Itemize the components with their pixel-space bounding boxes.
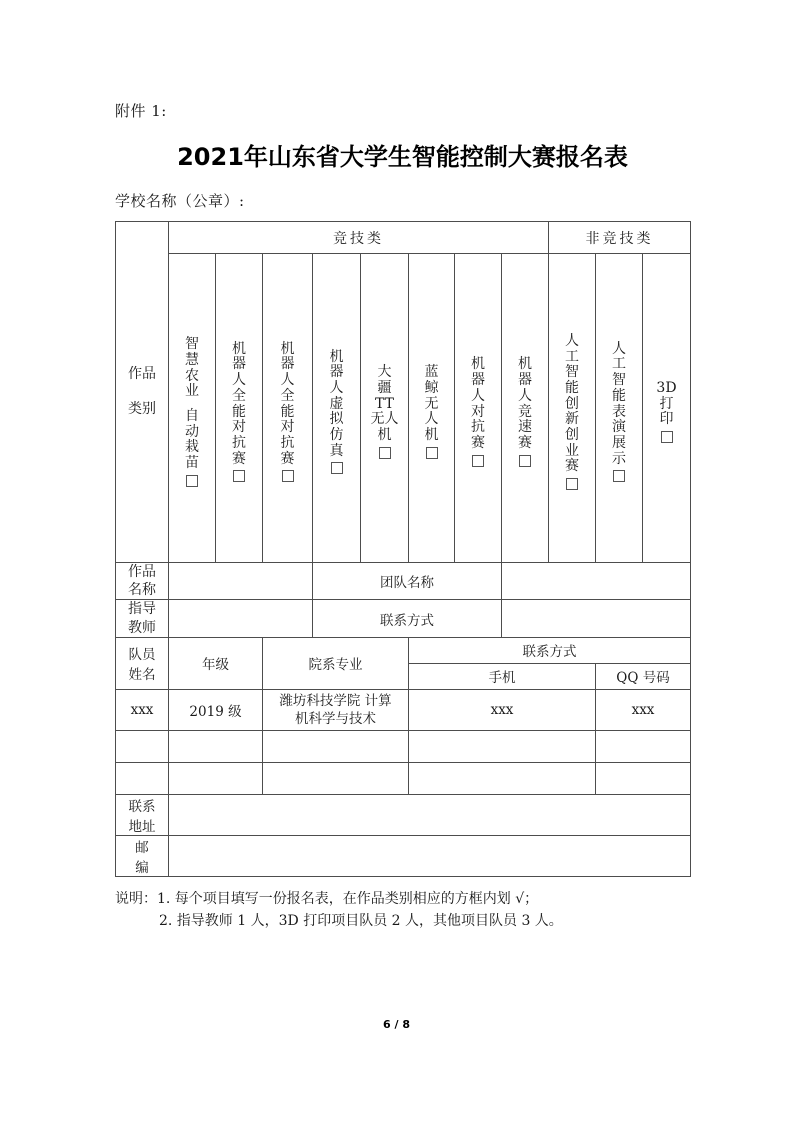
- vchar: 对: [232, 419, 246, 436]
- table-row-categories: [116, 254, 691, 563]
- vchar: 器: [329, 364, 344, 381]
- note-line-2: 2. 指导教师 1 人，3D 打印项目队员 2 人，其他项目队员 3 人。: [159, 912, 563, 929]
- category-cell-dji-tt-drone[interactable]: [361, 254, 409, 563]
- vchar: 展: [612, 434, 626, 451]
- checkbox-robot-allround-battle-1[interactable]: [233, 470, 245, 482]
- cell-member-1-grade[interactable]: 2019 级: [169, 689, 263, 730]
- table-row-member-1: [116, 689, 691, 730]
- vchar: 工: [565, 348, 579, 365]
- vchar: 自: [185, 408, 199, 424]
- table-row-address: [116, 795, 691, 836]
- label-work-name-line1: 作品: [128, 564, 156, 580]
- table-row-member-header-top: [116, 637, 691, 663]
- vchar: 印: [659, 411, 674, 428]
- vchar: 创: [565, 427, 579, 443]
- vchar: 无人: [370, 411, 399, 428]
- vchar: 拟: [329, 411, 344, 428]
- category-vertical-text: [313, 350, 360, 475]
- checkbox-robot-virtual-simulation[interactable]: [331, 462, 343, 474]
- category-vertical-text: [409, 365, 454, 458]
- vchar: 机: [280, 340, 295, 357]
- vchar: 抗: [280, 434, 295, 451]
- vchar: TT: [375, 395, 394, 412]
- category-cell-bluewhale-drone[interactable]: [409, 254, 455, 563]
- checkbox-3d-printing[interactable]: [661, 431, 673, 443]
- vchar: 赛: [518, 434, 532, 451]
- input-advisor[interactable]: [169, 600, 313, 637]
- vchar: 无: [424, 395, 439, 412]
- label-zipcode-line2: 编: [135, 860, 149, 877]
- vchar: 创: [565, 395, 579, 412]
- vchar: 人: [612, 340, 626, 357]
- page-title: 2021年山东省大学生智能控制大赛报名表: [177, 143, 628, 171]
- vchar: 人: [518, 387, 532, 404]
- label-qq: QQ 号码: [596, 663, 691, 689]
- table-row-group-headers: [116, 222, 691, 254]
- input-zipcode[interactable]: [169, 836, 691, 877]
- vchar: 真: [329, 442, 344, 459]
- cell-member-3-name[interactable]: [116, 763, 169, 795]
- school-name-field-label: 学校名称（公章）:: [115, 192, 245, 210]
- vchar: 机: [518, 356, 532, 373]
- group-header-noncompetitive: 非竞技类: [549, 222, 691, 254]
- checkbox-bluewhale-drone[interactable]: [426, 447, 438, 459]
- vchar: 3D: [656, 379, 677, 396]
- label-zipcode: [116, 836, 169, 877]
- vchar: 人: [280, 372, 295, 389]
- vchar: 机: [377, 427, 392, 443]
- cell-member-2-qq[interactable]: [596, 731, 691, 763]
- vchar: 打: [659, 395, 674, 412]
- vchar: 竞: [518, 403, 532, 420]
- vchar: 能: [232, 403, 246, 420]
- vchar: 能: [280, 403, 295, 420]
- label-advisor: [116, 600, 169, 637]
- vchar: 器: [518, 372, 532, 389]
- checkbox-ai-innovation-entrepreneurship[interactable]: [566, 478, 578, 490]
- vchar: 器: [232, 356, 246, 373]
- category-cell-ai-innovation-entrepreneurship[interactable]: [549, 254, 596, 563]
- vchar: 机: [424, 427, 439, 443]
- vchar: 蓝: [424, 364, 439, 381]
- cell-member-2-grade[interactable]: [169, 731, 263, 763]
- vchar: 慧: [185, 351, 199, 368]
- cell-member-2-phone[interactable]: [409, 731, 596, 763]
- category-vertical-text: [361, 365, 408, 458]
- category-vertical-text: [455, 357, 501, 466]
- cell-member-1-name[interactable]: xxx: [116, 689, 169, 730]
- category-cell-robot-battle[interactable]: [455, 254, 502, 563]
- category-vertical-text: [643, 381, 690, 443]
- checkbox-robot-allround-battle-2[interactable]: [282, 470, 294, 482]
- category-cell-smart-agriculture[interactable]: [169, 254, 216, 563]
- input-team-name[interactable]: [502, 563, 691, 600]
- vchar: 全: [232, 387, 246, 404]
- category-label-line2: 类别: [128, 401, 156, 417]
- group-header-competitive: 竞技类: [169, 222, 549, 254]
- vchar: 人: [471, 387, 485, 404]
- vchar: 赛: [280, 450, 295, 467]
- attachment-label: 附件 1:: [115, 102, 167, 120]
- cell-member-1-major[interactable]: [263, 689, 409, 730]
- input-work-name[interactable]: [169, 563, 313, 600]
- cell-member-3-grade[interactable]: [169, 763, 263, 795]
- vchar: 业: [565, 442, 579, 459]
- vchar: 示: [612, 450, 626, 467]
- label-member-name-line2: 姓名: [128, 667, 156, 684]
- cell-member-3-major[interactable]: [263, 763, 409, 795]
- vchar: 器: [280, 356, 295, 373]
- category-vertical-text: [216, 342, 262, 482]
- label-work-name: [116, 563, 169, 600]
- label-major: 院系专业: [263, 637, 409, 689]
- vchar: 虚: [329, 395, 344, 412]
- checkbox-dji-tt-drone[interactable]: [379, 447, 391, 459]
- table-row-member-3: [116, 763, 691, 795]
- input-advisor-contact[interactable]: [502, 600, 691, 637]
- category-vertical-text: [169, 337, 215, 486]
- vchar: 大: [377, 364, 392, 381]
- cell-member-3-qq[interactable]: [596, 763, 691, 795]
- vchar: 苗: [185, 455, 199, 472]
- page-number: 6 / 8: [383, 1018, 410, 1031]
- vchar: 机: [329, 348, 344, 365]
- label-grade: 年级: [169, 637, 263, 689]
- vchar: 人: [232, 372, 246, 389]
- category-vertical-text: [263, 342, 312, 482]
- cell-category-label: [116, 222, 169, 563]
- label-phone: 手机: [409, 663, 596, 689]
- vchar: 能: [565, 379, 579, 396]
- category-vertical-text: [596, 342, 642, 482]
- vchar: 对: [280, 419, 295, 436]
- checkbox-smart-agriculture[interactable]: [186, 475, 198, 487]
- label-advisor-line2: 教师: [128, 619, 156, 636]
- vchar: 新: [565, 411, 579, 428]
- vchar: 智: [565, 364, 579, 381]
- label-advisor-contact: 联系方式: [313, 600, 502, 637]
- note-line-1: 说明：1. 每个项目填写一份报名表，在作品类别相应的方框内划 √；: [115, 891, 539, 907]
- cell-member-1-phone[interactable]: xxx: [409, 689, 596, 730]
- table-row-zipcode: [116, 836, 691, 877]
- table-row-member-2: [116, 731, 691, 763]
- vchar: 能: [612, 387, 626, 404]
- vchar: 赛: [565, 458, 579, 475]
- label-team-name: 团队名称: [313, 563, 502, 600]
- vchar: 疆: [377, 379, 392, 396]
- input-address[interactable]: [169, 795, 691, 836]
- vchar: 抗: [471, 419, 485, 436]
- cell-member-1-major-line1: 潍坊科技学院 计算: [279, 692, 392, 709]
- vchar: 鲸: [424, 379, 439, 396]
- table-row-work-name: [116, 563, 691, 600]
- label-contact: 联系方式: [409, 637, 691, 663]
- label-member-name-line1: 队员: [128, 647, 156, 664]
- label-member-name: [116, 637, 169, 689]
- vchar: 全: [280, 387, 295, 404]
- category-cell-3d-printing[interactable]: [643, 254, 691, 563]
- vchar: 表: [612, 403, 626, 420]
- vchar: 人: [424, 411, 439, 428]
- cell-member-1-major-line2: 机科学与技术: [295, 710, 376, 727]
- vchar: 仿: [329, 427, 344, 443]
- label-address-line1: 联系: [128, 799, 156, 816]
- cell-member-2-major[interactable]: [263, 731, 409, 763]
- checkbox-ai-performance-show[interactable]: [613, 470, 625, 482]
- cell-member-2-name[interactable]: [116, 731, 169, 763]
- category-vertical-text: [549, 334, 595, 490]
- label-address-line2: 地址: [128, 819, 156, 836]
- vchar: 赛: [232, 450, 246, 467]
- label-address: [116, 795, 169, 836]
- label-work-name-line2: 名称: [128, 582, 156, 599]
- label-advisor-line1: 指导: [128, 601, 156, 618]
- category-vertical-text: [502, 357, 548, 466]
- vchar: 农: [185, 367, 199, 384]
- checkbox-robot-battle[interactable]: [472, 455, 484, 467]
- category-cell-robot-race[interactable]: [502, 254, 549, 563]
- vchar: 机: [471, 356, 485, 373]
- label-zipcode-line1: 邮: [135, 840, 149, 857]
- vchar: 机: [232, 340, 246, 357]
- category-cell-robot-allround-battle-1[interactable]: [216, 254, 263, 563]
- vchar: 人: [329, 379, 344, 396]
- vchar: 智: [185, 336, 199, 353]
- category-cell-robot-virtual-simulation[interactable]: [313, 254, 361, 563]
- vchar: 栽: [185, 439, 199, 456]
- table-row-advisor: [116, 600, 691, 637]
- registration-form-table: [115, 221, 691, 877]
- cell-member-1-qq[interactable]: xxx: [596, 689, 691, 730]
- category-cell-robot-allround-battle-2[interactable]: [263, 254, 313, 563]
- vchar: 抗: [232, 434, 246, 451]
- category-label-line1: 作品: [128, 366, 156, 383]
- vchar: 赛: [471, 434, 485, 451]
- checkbox-robot-race[interactable]: [519, 455, 531, 467]
- form-notes: [115, 889, 715, 932]
- vchar: 智: [612, 372, 626, 389]
- cell-member-3-phone[interactable]: [409, 763, 596, 795]
- vchar: 动: [185, 423, 199, 440]
- vchar: 业: [185, 383, 199, 400]
- vchar: 演: [612, 419, 626, 436]
- vchar: 器: [471, 372, 485, 389]
- vchar: 工: [612, 356, 626, 373]
- vchar: 速: [518, 419, 532, 436]
- vchar: 人: [565, 332, 579, 349]
- category-cell-ai-performance-show[interactable]: [596, 254, 643, 563]
- vchar: 对: [471, 403, 485, 420]
